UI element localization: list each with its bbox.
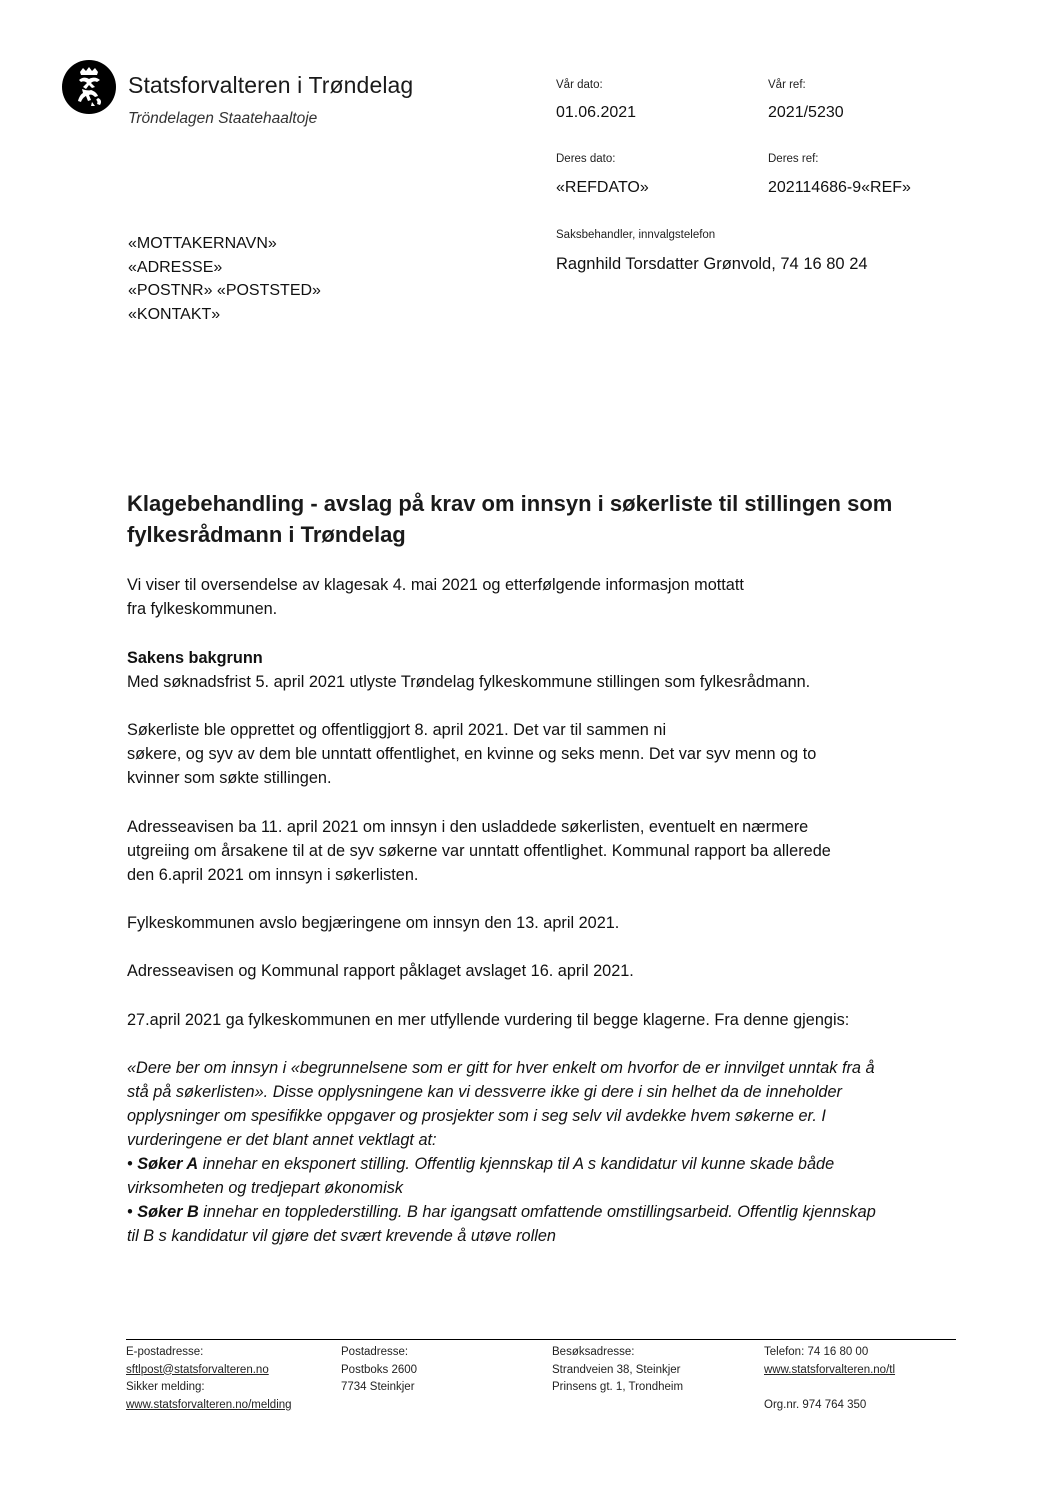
phone-text: Telefon: 74 16 80 00 <box>764 1346 869 1358</box>
bullet-text: innehar en eksponert stilling. Offentlig kjennskap til A s kandidatur vil kunne skade både <box>198 1155 835 1173</box>
letter-title-line: Klagebehandling - avslag på krav om innsyn i søkerliste til stillingen som <box>127 491 893 516</box>
secure-message-label: Sikker melding: <box>126 1381 205 1393</box>
bullet-item <box>127 1200 962 1224</box>
org-name: Statsforvalteren i Trøndelag <box>128 72 414 98</box>
our-ref-label: Vår ref: <box>768 79 806 91</box>
paragraph <box>127 1008 962 1032</box>
recipient-address: «ADRESSE» <box>128 258 223 276</box>
paragraph <box>127 718 962 790</box>
email-link[interactable]: sftlpost@statsforvalteren.no <box>126 1363 269 1376</box>
text-line: Fylkeskommunen avslo begjæringene om innsyn den 13. april 2021. <box>127 914 620 932</box>
our-date-value: 01.06.2021 <box>556 104 637 121</box>
footer-phone-column <box>764 1344 895 1414</box>
text-line: til B s kandidatur vil gjøre det svært krevende å utøve rollen <box>127 1227 556 1245</box>
paragraph <box>127 959 962 983</box>
bullet-marker: • <box>127 1203 138 1221</box>
postal-line: 7734 Steinkjer <box>341 1381 415 1393</box>
recipient-postal: «POSTNR» «POSTSTED» <box>128 282 321 299</box>
bullet-label: Søker B <box>137 1203 199 1221</box>
paragraph <box>127 911 962 935</box>
text-line: Søkerliste ble opprettet og offentliggjort 8. april 2021. Det var til sammen ni <box>127 721 667 739</box>
your-date-value: «REFDATO» <box>556 179 649 196</box>
coat-of-arms-lion-icon <box>62 60 116 114</box>
postal-line: Postboks 2600 <box>341 1363 418 1376</box>
footer-visit-column <box>552 1344 683 1397</box>
text-line: 27.april 2021 ga fylkeskommunen en mer utfyllende vurdering til begge klagerne. Fra denne gjengis: <box>127 1011 850 1029</box>
text-line: fra fylkeskommunen. <box>127 600 278 618</box>
case-handler-label: Saksbehandler, innvalgstelefon <box>556 229 716 241</box>
footer-contact-column <box>126 1344 292 1414</box>
website-link[interactable]: www.statsforvalteren.no/tl <box>764 1363 896 1376</box>
text-line: «Dere ber om innsyn i «begrunnelsene som er gitt for hver enkelt om hvorfor de er innvilget unntak fra å <box>127 1059 875 1077</box>
org-number: Org.nr. 974 764 350 <box>764 1398 867 1411</box>
bullet-text: innehar en topplederstilling. B har igangsatt omfattende omstillingsarbeid. Offentlig kjennskap <box>198 1203 876 1221</box>
org-subtitle: Tröndelagen Staatehaaltoje <box>128 110 318 127</box>
text-line: vurderingene er det blant annet vektlagt at: <box>127 1131 437 1149</box>
text-line: kvinner som søkte stillingen. <box>127 769 332 787</box>
text-line: den 6.april 2021 om innsyn i søkerlisten. <box>127 866 419 884</box>
your-ref-label: Deres ref: <box>768 153 819 165</box>
visit-line: Prinsens gt. 1, Trondheim <box>552 1381 684 1393</box>
email-label: E-postadresse: <box>126 1346 204 1358</box>
letter-title-line: fylkesrådmann i Trøndelag <box>127 522 406 547</box>
postal-label: Postadresse: <box>341 1346 409 1358</box>
secure-message-link[interactable]: www.statsforvalteren.no/melding <box>126 1398 292 1411</box>
footer-postal-column <box>341 1344 417 1397</box>
spacer <box>764 1379 895 1397</box>
letter-title <box>127 488 947 550</box>
bullet-marker: • <box>127 1155 138 1173</box>
text-line: Vi viser til oversendelse av klagesak 4. mai 2021 og etterfølgende informasjon mottatt <box>127 576 744 594</box>
footer-divider <box>126 1339 956 1340</box>
intro-paragraph <box>127 573 962 621</box>
recipient-contact: «KONTAKT» <box>128 305 221 323</box>
paragraph <box>127 815 962 887</box>
text-line: utgreiing om årsakene til at de syv søkerne var unntatt offentlighet. Kommunal rapport ba allerede <box>127 842 831 860</box>
visit-line: Strandveien 38, Steinkjer <box>552 1363 681 1376</box>
background-section <box>127 646 962 694</box>
text-line: opplysninger om spesifikke oppgaver og prosjekter som i seg selv vil avdekke hvem søkerne er. I <box>127 1107 826 1125</box>
text-line: virksomheten og tredjepart økonomisk <box>127 1179 403 1197</box>
our-ref-value: 2021/5230 <box>768 104 844 121</box>
recipient-name: «MOTTAKERNAVN» <box>128 235 277 252</box>
your-date-label: Deres dato: <box>556 153 616 165</box>
recipient-block <box>128 232 321 326</box>
visit-label: Besøksadresse: <box>552 1346 635 1358</box>
your-ref-value: 202114686-9«REF» <box>768 179 911 196</box>
bullet-label: Søker A <box>137 1155 199 1173</box>
section-heading: Sakens bakgrunn <box>127 649 263 667</box>
text-line: Med søknadsfrist 5. april 2021 utlyste Trøndelag fylkeskommune stillingen som fylkesrådmann. <box>127 673 811 691</box>
case-handler-value: Ragnhild Torsdatter Grønvold, 74 16 80 24 <box>556 255 868 273</box>
quoted-assessment <box>127 1056 962 1248</box>
bullet-item <box>127 1152 962 1176</box>
text-line: Adresseavisen og Kommunal rapport påklaget avslaget 16. april 2021. <box>127 962 634 980</box>
text-line: søkere, og syv av dem ble unntatt offentlighet, en kvinne og seks menn. Det var syv menn og to <box>127 745 817 763</box>
text-line: stå på søkerlisten». Disse opplysningene kan vi dessverre ikke gi dere i sin helhet da de inneholder <box>127 1083 842 1101</box>
our-date-label: Vår dato: <box>556 79 603 91</box>
text-line: Adresseavisen ba 11. april 2021 om innsyn i den usladdede søkerlisten, eventuelt en nærmere <box>127 818 809 836</box>
